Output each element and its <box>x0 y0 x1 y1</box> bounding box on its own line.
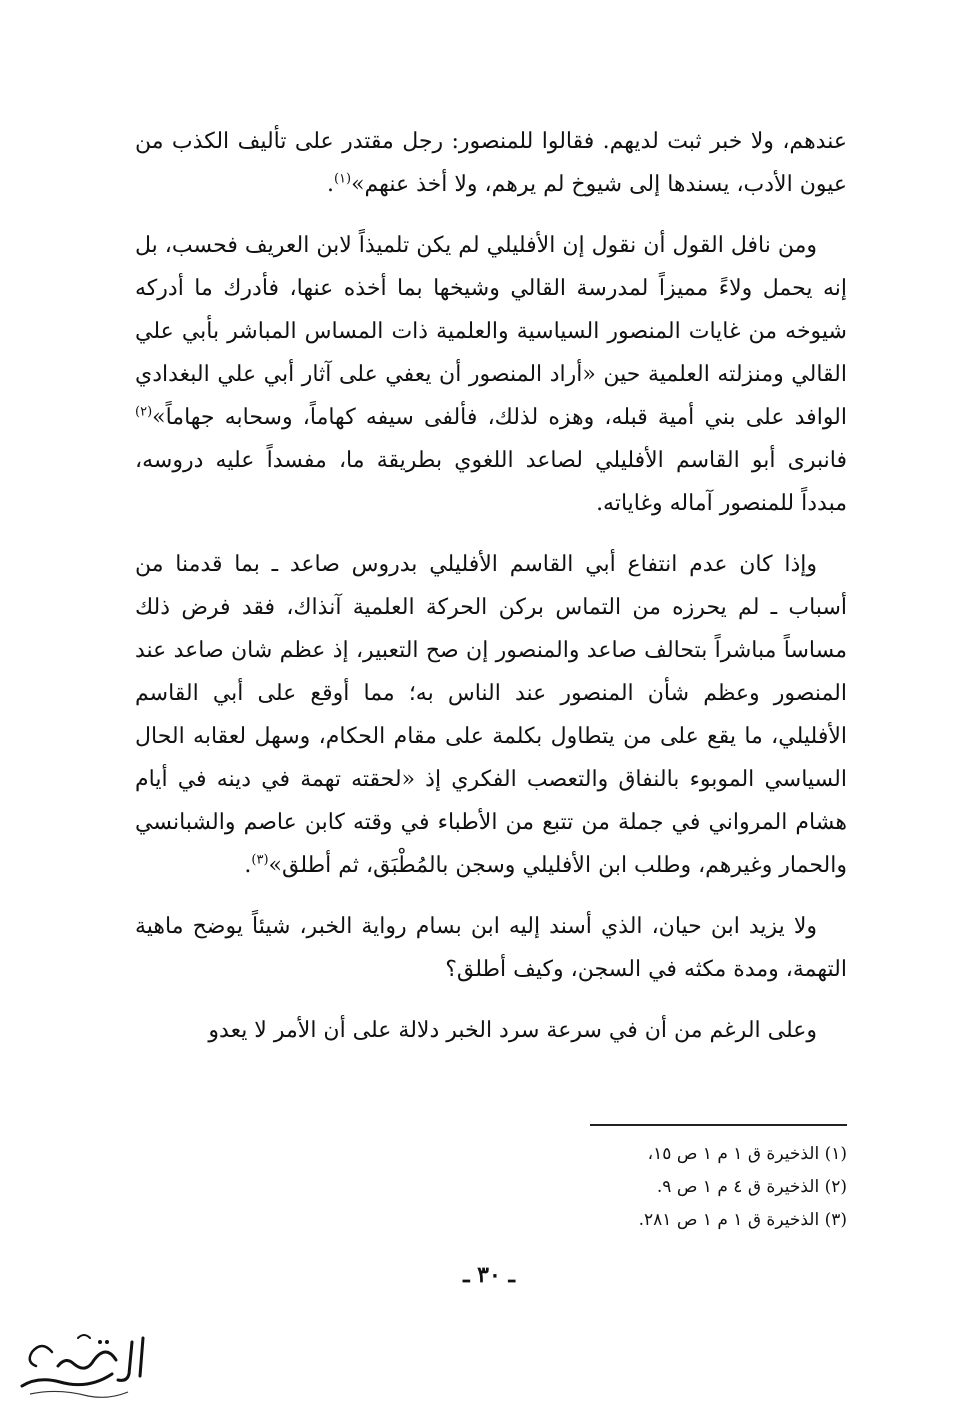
footnote-2: (٢) الذخيرة ق ٤ م ١ ص ٩. <box>656 1177 847 1197</box>
paragraph-text: ومن نافل القول أن نقول إن الأفليلي لم يكن تلميذاً لابن العريف فحسب، بل إنه يحمل ولاءً مميزاً لمدرسة القالي وشيخها بما أخذه عنها، فأدرك ما أدركه شيوخه من غايات المنصور السياسية والعلمية ذات المساس المباشر بأبي علي القالي ومنزلته العلمية حين «أراد المنصور أن يعفي على آثار أبي علي البغدادي الوافد على بني أمية قبله، وهزه لذلك، فألفى سيفه كهاماً، وسحابه جهاماً» <box>135 233 847 430</box>
paragraph-text: وإذا كان عدم انتفاع أبي القاسم الأفليلي بدروس صاعد ـ بما قدمنا من أسباب ـ لم يحرزه من التماس بركن الحركة العلمية آنذاك، فقد فرض ذلك مساساً مباشراً بتحالف صاعد والمنصور إن صح التعبير، إذ عظم شان صاعد عند المنصور وعظم شأن المنصور عند الناس به؛ مما أوقع على أبي القاسم الأفليلي، ما يقع على من يتطاول بكلمة على مقام الحكام، وسهل لعقابه الحال السياسي الموبوء بالنفاق والتعصب الفكري إذ «لحقته تهمة في دينه في أيام هشام المرواني في جملة من تتبع من الأطباء في وقته كابن عاصم والشبانسي والحمار وغيرهم، وطلب ابن الأفليلي وسجن بالمُطْبَق، ثم أطلق» <box>135 552 847 878</box>
paragraph-text: ولا يزيد ابن حيان، الذي أسند إليه ابن بسام رواية الخبر، شيئاً يوضح ماهية التهمة، ومدة مكثه في السجن، وكيف أطلق؟ <box>135 914 847 982</box>
paragraph-tail: . <box>326 172 334 197</box>
paragraph-tail: فانبرى أبو القاسم الأفليلي لصاعد اللغوي بطريقة ما، مفسداً عليه دروسه، مبدداً للمنصور آماله وغاياته. <box>135 448 847 516</box>
footnote-ref-2: (٢) <box>135 404 153 420</box>
footnote-ref-1: (١) <box>333 171 352 187</box>
paragraph-2 <box>135 224 847 525</box>
paragraph-text: وعلى الرغم من أن في سرعة سرد الخبر دلالة على أن الأمر لا يعدو <box>208 1018 817 1043</box>
footnotes <box>520 1138 847 1237</box>
paragraph-1 <box>135 120 847 206</box>
paragraph-4 <box>135 905 847 991</box>
footnote-3: (٣) الذخيرة ق ١ م ١ ص ٢٨١. <box>638 1210 847 1230</box>
footnote-ref-3: (٣) <box>251 852 269 868</box>
main-text <box>135 120 847 1070</box>
calligraphy-stamp-logo <box>8 1330 153 1405</box>
footnote-1: (١) الذخيرة ق ١ م ١ ص ١٥، <box>647 1144 847 1164</box>
paragraph-5 <box>135 1009 847 1052</box>
paragraph-text: عندهم، ولا خبر ثبت لديهم. فقالوا للمنصور: رجل مقتدر على تأليف الكذب من عيون الأدب، يسندها إلى شيوخ لم يرهم، ولا أخذ عنهم» <box>135 129 847 197</box>
page-number: ـ ٣٠ ـ <box>463 1262 515 1288</box>
footnote-divider <box>590 1124 847 1126</box>
paragraph-tail: . <box>244 853 252 878</box>
paragraph-3 <box>135 543 847 887</box>
